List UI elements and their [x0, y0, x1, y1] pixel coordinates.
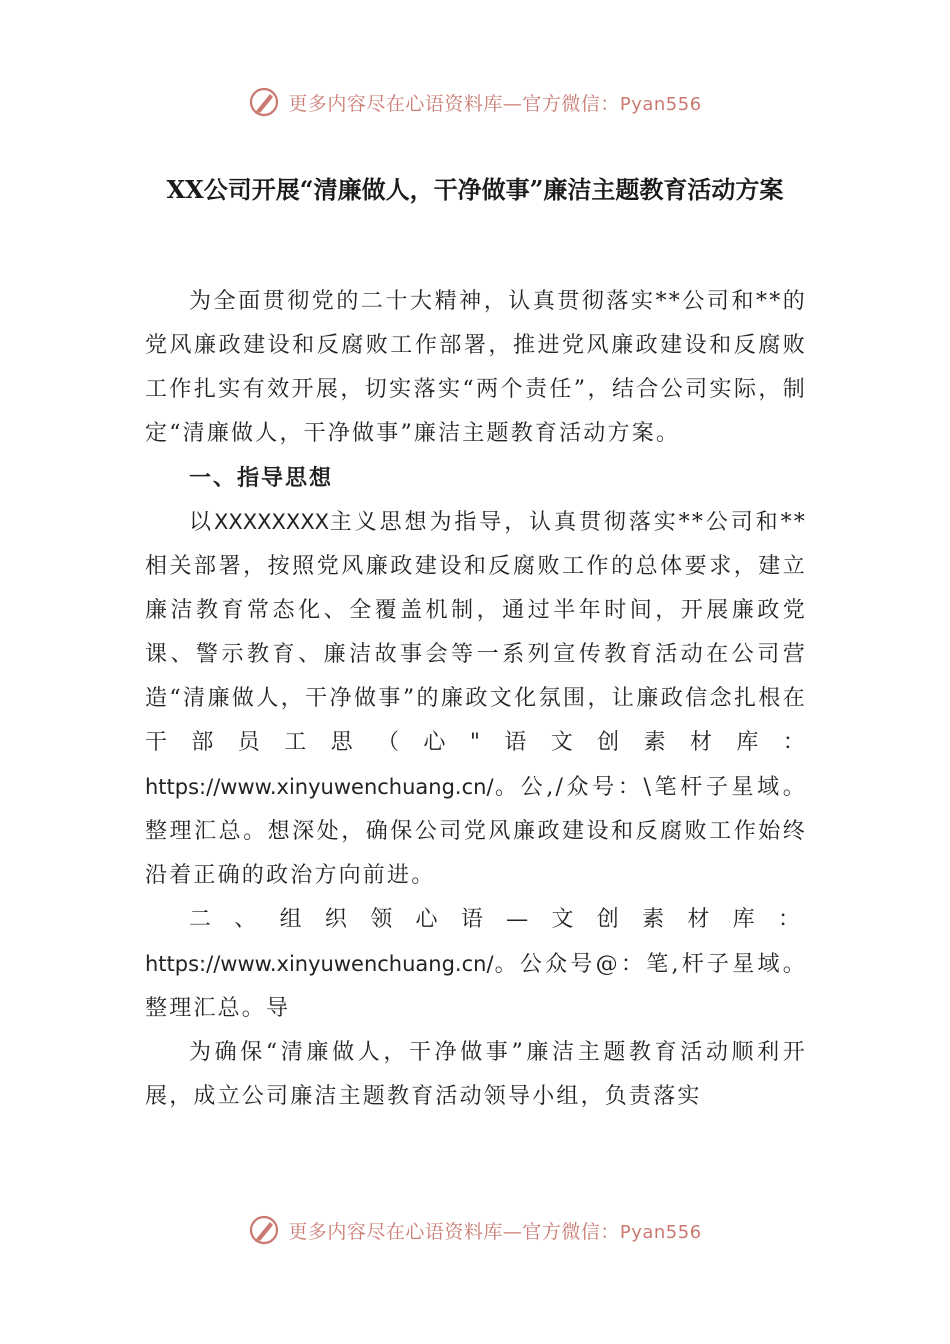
section-1-paragraph: 以XXXXXXXX主义思想为指导，认真贯彻落实**公司和**相关部署，按照党风廉政建设和反腐败工作的总体要求，建立廉洁教育常态化、全覆盖机制，通过半年时间，开展廉政党课、警示教育、廉洁故事会等一系列宣传教育活动在公司营造“清廉做人，干净做事”的廉政文化氛围，让廉政信念扎根在干部员工思（心"语文创素材库：https://www.xinyuwenchuang.cn/。公,/众号：\笔杆子星域。整理汇总。想深处，确保公司党风廉政建设和反腐败工作始终沿着正确的政治方向前进。	[145, 510, 808, 888]
document-body	[145, 280, 807, 1119]
section-2-heading: 二、组织领心语—文创素材库：https://www.xinyuwenchuang.cn/。公众号@：笔,杆子星域。整理汇总。导	[145, 907, 807, 1021]
section-2-paragraph: 为确保“清廉做人，干净做事”廉洁主题教育活动顺利开展，成立公司廉洁主题教育活动领导小组，负责落实	[145, 1040, 807, 1109]
source-link: https://www.xinyuwenchuang.cn/	[145, 952, 494, 976]
watermark-text: 更多内容尽在心语资料库—官方微信：Pyan556	[288, 92, 702, 115]
watermark-id: Pyan556	[619, 93, 702, 115]
watermark-text: 更多内容尽在心语资料库—官方微信：Pyan556	[288, 1220, 702, 1243]
intro-paragraph: 为全面贯彻党的二十大精神，认真贯彻落实**公司和**的党风廉政建设和反腐败工作部署，推进党风廉政建设和反腐败工作扎实有效开展，切实落实“两个责任”，结合公司实际，制定“清廉做人，干净做事”廉洁主题教育活动方案。	[145, 289, 807, 446]
watermark-id: Pyan556	[619, 1221, 702, 1243]
pen-circle-icon	[248, 86, 280, 118]
header-watermark	[0, 84, 950, 120]
pen-circle-icon	[248, 1214, 280, 1246]
section-1-heading: 一、指导思想	[189, 465, 334, 491]
document-title: XX公司开展“清廉做人，干净做事”廉洁主题教育活动方案	[166, 175, 784, 204]
source-link: https://www.xinyuwenchuang.cn/	[145, 775, 494, 799]
footer-watermark	[0, 1212, 950, 1248]
